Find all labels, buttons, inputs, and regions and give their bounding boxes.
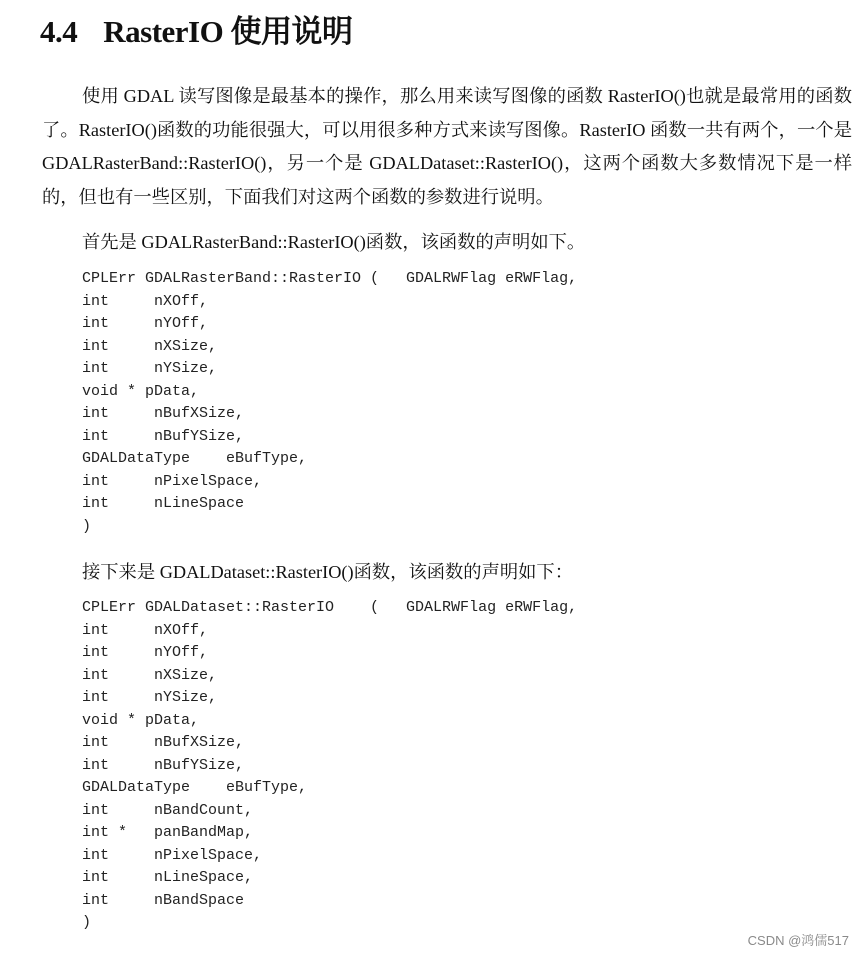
code-line: int nBufXSize, (82, 405, 245, 422)
code-line: int * panBandMap, (82, 824, 254, 841)
code-line: int nPixelSpace, (82, 846, 263, 864)
section-heading (40, 6, 352, 51)
band-intro-text: 首先是 GDALRasterBand::RasterIO()函数，该函数的声明如下。 (82, 232, 586, 252)
code-line: int nXSize, (82, 337, 218, 355)
code-line: ) (82, 914, 92, 931)
code-line: ) (82, 517, 92, 535)
code-line: void * pData, (82, 711, 200, 729)
code-line: int nBufYSize, (82, 427, 245, 445)
dataset-intro-text: 接下来是 GDALDataset::RasterIO()函数，该函数的声明如下： (82, 562, 573, 582)
code-line: void * pData, (82, 382, 200, 400)
band-rasterio-code-block (82, 268, 577, 538)
code-line: int nYSize, (82, 360, 218, 377)
code-line: int nBufXSize, (82, 734, 245, 751)
code-line: int nYOff, (82, 315, 209, 332)
code-line: int nYSize, (82, 689, 218, 706)
section-number: 4.4 (40, 14, 78, 49)
code-line: GDALDataType eBufType, (82, 779, 308, 796)
intro-paragraph: 使用 GDAL 读写图像是最基本的操作，那么用来读写图像的函数 RasterIO()也就是最常用的函数了。RasterIO()函数的功能很强大，可以用很多种方式来读写图像。RasterIO 函数一共有两个，一个是 GDALRasterBand::RasterIO()，另一个是 GDALDataset::RasterIO()，这两个函数大多数情况下是一样的，但也有一些区别，下面我们对这两个函数的参数进行说明。 (42, 86, 852, 207)
code-line: int nXOff, (82, 621, 209, 639)
code-line: int nBufYSize, (82, 756, 245, 774)
code-line: int nXOff, (82, 292, 209, 310)
code-line: CPLErr GDALRasterBand::RasterIO ( GDALRWFlag eRWFlag, (82, 270, 578, 287)
code-line: int nBandCount, (82, 801, 254, 819)
code-line: int nLineSpace (82, 495, 245, 512)
code-line: int nPixelSpace, (82, 472, 263, 490)
code-line: int nBandSpace (82, 891, 245, 909)
code-line: int nXSize, (82, 666, 218, 684)
code-line: CPLErr GDALDataset::RasterIO ( GDALRWFlag eRWFlag, (82, 599, 578, 616)
dataset-rasterio-code-block (82, 597, 577, 935)
code-line: GDALDataType eBufType, (82, 450, 308, 467)
section-title: RasterIO 使用说明 (103, 14, 353, 49)
code-line: int nLineSpace, (82, 869, 254, 886)
code-line: int nYOff, (82, 644, 209, 661)
watermark: CSDN @鸿儒517 (747, 933, 849, 948)
